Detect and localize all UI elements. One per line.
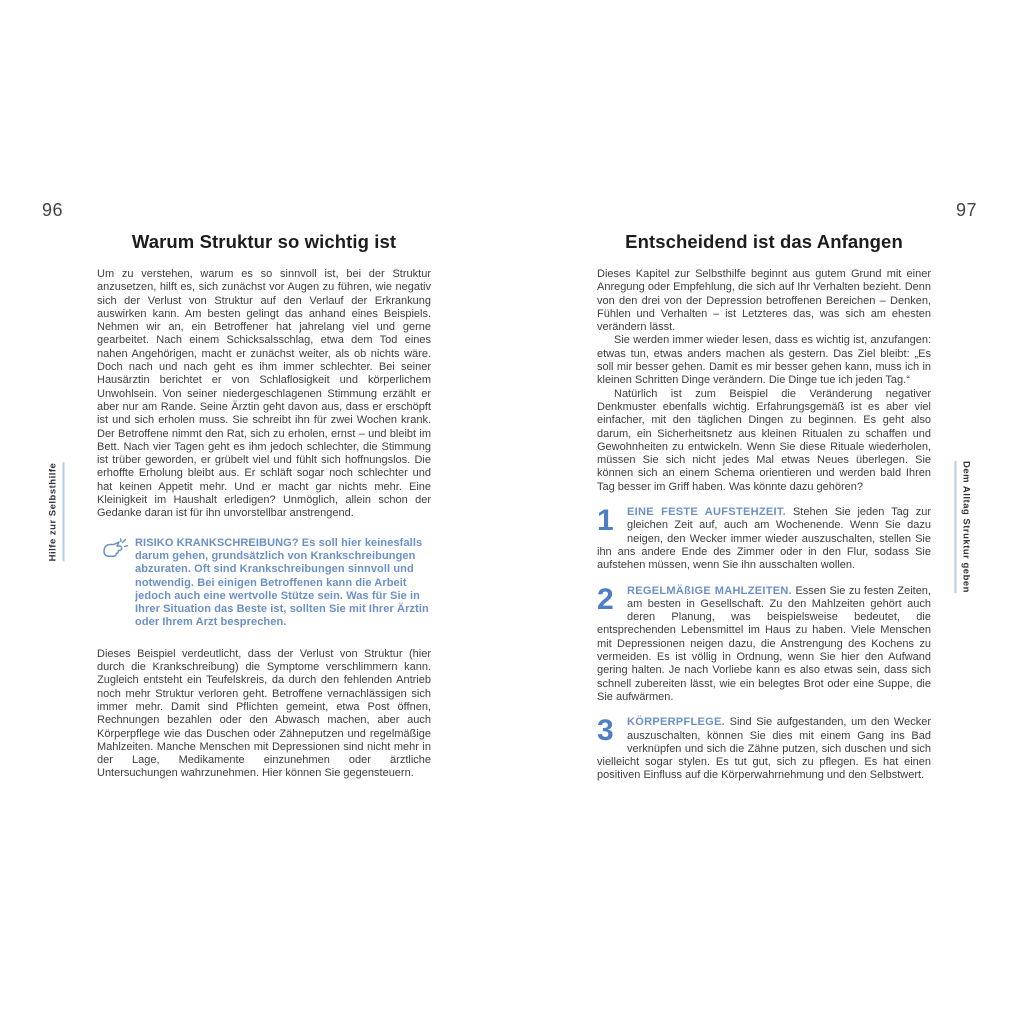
left-paragraph-1: Um zu verstehen, warum es so sinnvoll ist, bei der Struktur anzusetzen, hilft es, sich zunächst vor Augen zu führen, wie negativ sich der Verlust von Struktur auf den Verlauf der Erkrankung auswirken kann. Am besten gelingt das anhand eines Beispiels. Nehmen wir an, ein Betroffener hat jahrelang viel und gerne gearbeitet. Nach einem Schicksalsschlag, etwa dem Tod eines nahen Angehörigen, macht er zunächst weiter, als ob nichts wäre. Doch nach und nach geht es ihm immer schlechter. Bei seiner Hausärztin berichtet er von Schlaflosigkeit und körperlichem Unwohlsein. Von seiner niedergeschlagenen Stimmung erzählt er aber nur am Rande. Seine Ärztin geht davon aus, dass er erschöpft ist und sich erholen muss. Sie schreibt ihn für zwei Wochen krank. Der Betroffene nimmt den Rat, sich zu erholen, ernst – und bleibt im Bett. Nach vier Tagen geht es ihm jedoch schlechter, die Stimmung ist trüber geworden, er grübelt viel und fühlt sich hoffnungslos. Die erhoffte Erholung bleibt aus. Er schläft sogar noch schlechter und hat keinen Appetit mehr. Und er macht gar nichts mehr. Eine Kleinigkeit im Haushalt erledigen? Unmöglich, allein schon der Gedanke daran ist für ihn unvorstellbar anstrengend.: [97, 268, 431, 520]
right-paragraph-2: Sie werden immer wieder lesen, dass es wichtig ist, anzufangen: etwas tun, etwas anders machen als gestern. Das Ziel bleibt: „Es soll mir besser gehen. Damit es mir besser gehen kann, muss ich in kleinen Schritten Dinge verändern. Die Dinge tue ich jeden Tag.“: [597, 334, 931, 387]
right-paragraph-1: Dieses Kapitel zur Selbsthilfe beginnt aus gutem Grund mit einer Anregung oder Empfehlung, die sich auf Ihr Verhalten bezieht. Denn von den drei von der Depression betroffenen Bereichen – Denken, Fühlen und Verhalten – ist Letzteres das, was sich am ehesten verändern lässt.: [597, 268, 931, 334]
list-item-number: 3: [597, 714, 614, 748]
list-item: [597, 506, 931, 572]
list-item: [597, 582, 931, 705]
list-item-body: Stehen Sie jeden Tag zur gleichen Zeit auf, auch am Wochenende. Wenn Sie dazu neigen, den Wecker immer wieder auszuschalten, stellen Sie ihn ans andere Ende des Zimmer oder in den Flur, sodass Sie aufstehen müssen, wenn Sie ihn ausschalten wollen.: [597, 506, 932, 572]
list-item-number: 1: [597, 504, 614, 538]
list-item-heading: REGELMÄßIGE MAHLZEITEN.: [627, 584, 792, 597]
list-item-number: 2: [597, 582, 614, 616]
list-item-heading: KÖRPERPFLEGE.: [627, 716, 726, 729]
list-item-body: Essen Sie zu festen Zeiten, am besten in Gesellschaft. Zu den Mahlzeiten gehört auch deren Planung, was beispielsweise bedeutet, die entsprechenden Lebensmittel im Haus zu haben. Viele Menschen mit Depressionen neigen dazu, die Anstrengung des Kochens zu vermeiden. Es ist völlig in Ordnung, wenn Sie hier den Aufwand gering halten. Je nach Vorliebe kann es also etwas sein, dass sich schnell zubereiten lässt, wie ein belegtes Brot oder eine Suppe, die Sie aufwärmen.: [597, 584, 931, 703]
right-paragraph-3: Natürlich ist zum Beispiel die Veränderung negativer Denkmuster ebenfalls wichtig. Erfahrungsgemäß ist es aber viel einfacher, mit den täglichen Dingen zu beginnen. Es geht also darum, ein Sicherheitsnetz aus kleinen Ritualen zu schaffen und Gewohnheiten zu entwickeln. Wenn Sie diese Rituale wiederholen, müssen Sie sich nicht jedes Mal etwas Neues überlegen. Sie können sich an einem Schema orientieren und werden bald Ihren Tag besser im Griff haben. Was könnte dazu gehören?: [597, 387, 931, 493]
right-page-title: Entscheidend ist das Anfangen: [625, 231, 903, 252]
list-item-text: [597, 506, 931, 572]
list-item-text: [597, 582, 931, 705]
left-page-column: [97, 231, 431, 781]
list-item-text: [597, 716, 931, 782]
right-page-column: [597, 231, 931, 783]
list-item: [597, 716, 931, 782]
list-item-heading: EINE FESTE AUFSTEHZEIT.: [627, 506, 787, 519]
page-number-left: 96: [42, 200, 64, 220]
page-number-right: 97: [956, 200, 978, 220]
left-page-title: Warum Struktur so wichtig ist: [131, 231, 397, 252]
sidebar-label-right: Dem Alltag Struktur geben: [955, 461, 972, 593]
info-box-text: RISIKO KRANKSCHREIBUNG? Es soll hier keinesfalls darum gehen, grundsätzlich von Krankschreibungen abzuraten. Oft sind Krankschreibungen sinnvoll und notwendig. Bei einigen Betroffenen kann die Arbeit jedoch auch eine wertvolle Stütze sein. Was für Sie in Ihrer Situation das Beste ist, sollten Sie mit Ihrer Ärztin oder Ihrem Arzt besprechen.: [135, 536, 429, 629]
snap-fingers-icon: [101, 537, 128, 566]
list-item-body: Sind Sie aufgestanden, um den Wecker auszuschalten, können Sie dies mit einem Gang ins Bad verknüpfen und sich die Zähne putzen, sich duschen und sich vielleicht sogar stylen. Es tut gut, sich zu pflegen. Es hat einen positiven Einfluss auf die Körperwahrnehmung und den Selbstwert.: [597, 716, 932, 782]
sidebar-label-left: Hilfe zur Selbsthilfe: [48, 463, 65, 562]
left-paragraph-2: Dieses Beispiel verdeutlicht, dass der Verlust von Struktur (hier durch die Krankschreibung) die Symptome verschlimmern kann. Zugleich entsteht ein Teufelskreis, da durch den fehlenden Antrieb noch mehr Struktur verloren geht. Betroffene vernachlässigen sich immer mehr. Damit sind Pflichten gemeint, etwa Post öffnen, Rechnungen bezahlen oder den Abwasch machen, aber auch Körperpflege wie das Duschen oder Zähneputzen und regelmäßige Mahlzeiten. Manche Menschen mit Depressionen sind nicht mehr in der Lage, Medikamente einzunehmen oder ärztliche Untersuchungen wahrzunehmen. Hier können Sie gegensteuern.: [97, 647, 431, 780]
info-box: [101, 537, 431, 630]
